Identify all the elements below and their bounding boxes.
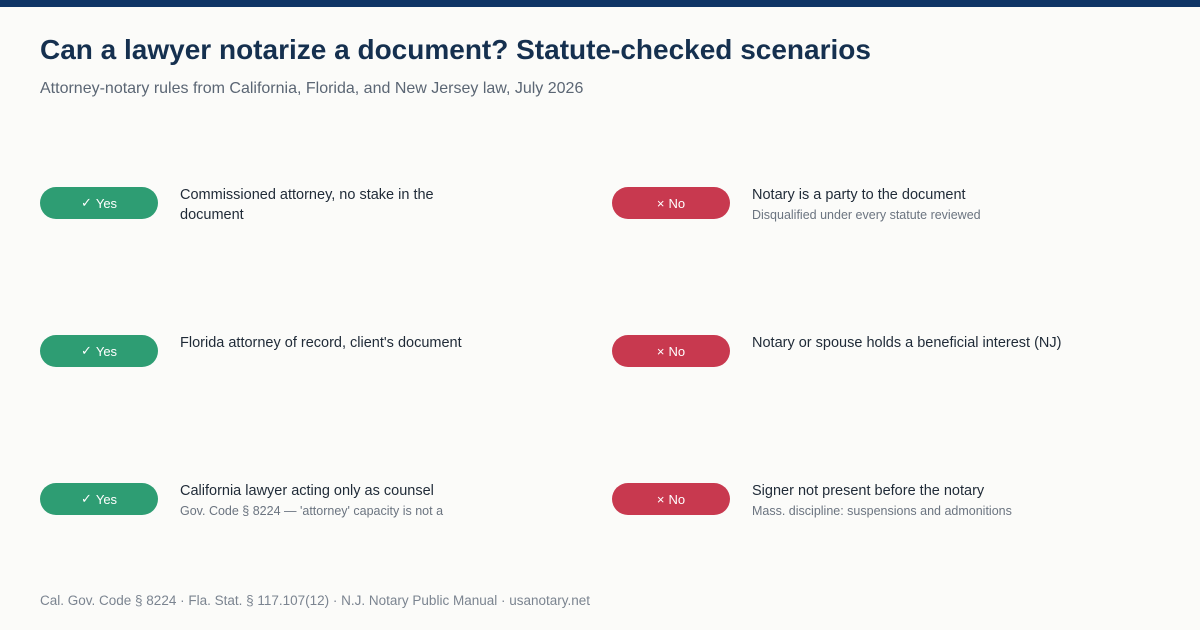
source-footer: Cal. Gov. Code § 8224 · Fla. Stat. § 117.107(12) · N.J. Notary Public Manual · usanotary.net: [40, 593, 591, 608]
badge-label: No: [668, 343, 686, 359]
badge-label: Yes: [95, 343, 118, 359]
cross-icon: ×: [656, 343, 665, 359]
top-accent-bar: [0, 0, 1200, 7]
cross-icon: ×: [656, 491, 665, 507]
scenario-note: Mass. discipline: suspensions and admonitions: [752, 504, 1012, 518]
scenario-title: Notary or spouse holds a beneficial interest (NJ): [752, 335, 1062, 351]
scenario-title: Commissioned attorney, no stake in the document: [180, 187, 434, 223]
scenario-row: [612, 335, 1172, 395]
scenario-title: Notary is a party to the document: [752, 187, 966, 203]
badge-label: No: [668, 491, 686, 507]
scenario-title: California lawyer acting only as counsel: [180, 483, 434, 499]
page-subtitle: Attorney-notary rules from California, Florida, and New Jersey law, July 2026: [40, 80, 584, 97]
badge-label: Yes: [95, 195, 118, 211]
yes-badge: [40, 483, 158, 515]
no-badge: [612, 187, 730, 219]
scenario-row: [40, 335, 600, 395]
check-icon: ✓: [80, 195, 92, 210]
scenario-row: [612, 483, 1172, 543]
yes-badge: [40, 335, 158, 367]
check-icon: ✓: [80, 343, 92, 358]
no-badge: [612, 483, 730, 515]
no-badge: [612, 335, 730, 367]
scenario-row: [612, 187, 1172, 247]
scenario-title: Florida attorney of record, client's document: [180, 335, 462, 351]
scenario-row: [40, 187, 600, 247]
scenario-note: Gov. Code § 8224 — 'attorney' capacity is not a: [180, 504, 444, 518]
check-icon: ✓: [80, 491, 92, 506]
scenario-row: [40, 483, 600, 543]
page-title: Can a lawyer notarize a document? Statute-checked scenarios: [40, 34, 871, 65]
cross-icon: ×: [656, 195, 665, 211]
yes-badge: [40, 187, 158, 219]
badge-label: No: [668, 195, 686, 211]
badge-label: Yes: [95, 491, 118, 507]
scenario-title: Signer not present before the notary: [752, 483, 985, 499]
scenario-note: Disqualified under every statute reviewed: [752, 208, 981, 222]
